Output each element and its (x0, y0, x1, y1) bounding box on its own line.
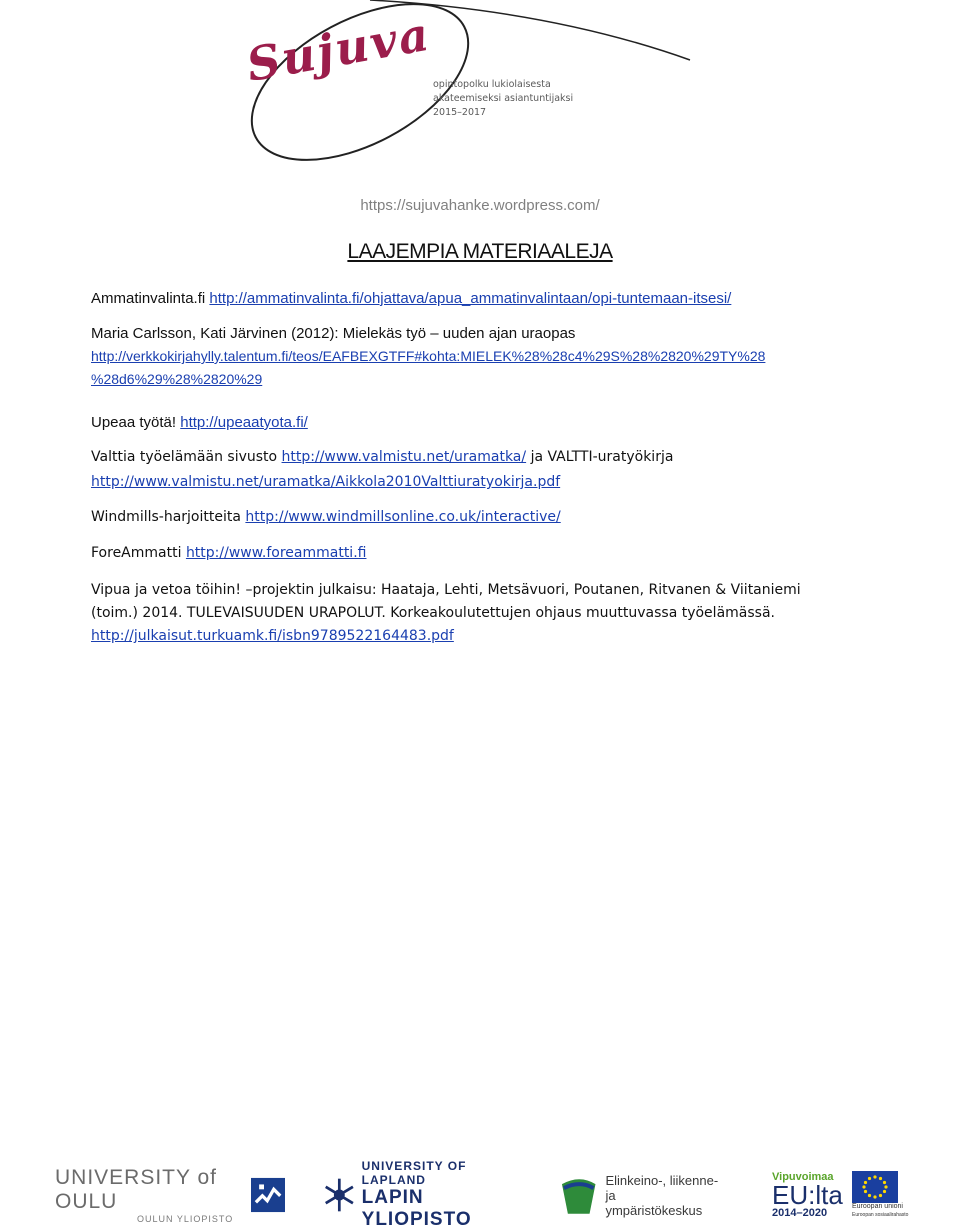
lapland-logo (323, 1159, 523, 1230)
carlsson-link-line-2[interactable]: %28d6%29%28%2820%29 (91, 371, 263, 387)
lapland-name: UNIVERSITY OF LAPLAND (361, 1159, 467, 1187)
eu-flag-logo (852, 1170, 912, 1220)
entry-carlsson-link (91, 348, 765, 364)
page-title: LAAJEMPIA MATERIAALEJA (347, 240, 613, 263)
carlsson-link-line-1[interactable]: http://verkkokirjahylly.talentum.fi/teos/EAFBEXGTFF#kohta:MIELEK%28%28c4%29S%28%2820%29TY%28 (91, 348, 766, 364)
entry-vipua-line-1: Vipua ja vetoa töihin! –projektin julkaisu: Haataja, Lehti, Metsävuori, Poutanen, Ritvanen & Viitaniemi (91, 582, 801, 598)
entry-upeaa (91, 414, 308, 431)
lapland-snowflake-icon (323, 1175, 356, 1215)
oulu-sub: OULUN YLIOPISTO (137, 1214, 234, 1224)
ely-logo (560, 1170, 730, 1220)
valmistu-uramatka-link[interactable]: http://www.valmistu.net/uramatka/ (281, 449, 527, 465)
entry-ammatinvalinta (91, 290, 731, 307)
eu-union-label: Euroopan unioni (852, 1203, 903, 1210)
ely-emblem-icon (560, 1174, 597, 1216)
entry-foreammatti (91, 545, 366, 561)
sujuva-logo (220, 0, 700, 170)
entry-middle-text: ja VALTTI-uratyökirja (530, 449, 674, 465)
entry-vipua-link-row (91, 628, 454, 644)
ely-line-1: Elinkeino-, liikenne- ja (605, 1172, 719, 1203)
vipuvoimaa-logo (772, 1170, 852, 1220)
entry-valttia (91, 449, 673, 465)
oulu-name: UNIVERSITY of OULU (55, 1166, 217, 1213)
oulu-logo (55, 1166, 285, 1224)
ely-line-2: ympäristökeskus (605, 1202, 703, 1218)
tagline-line-3: 2015–2017 (433, 107, 487, 118)
footer-logos (0, 1159, 960, 1230)
entry-label: Valttia työelämään sivusto (91, 449, 278, 465)
logo-wordmark: Sujuva (242, 6, 435, 93)
logo-tagline (433, 78, 573, 120)
ammatinvalinta-link[interactable]: http://ammatinvalinta.fi/ohjattava/apua_ammatinvalintaan/opi-tuntemaan-itsesi/ (209, 290, 732, 307)
julkaisut-link[interactable]: http://julkaisut.turkuamk.fi/isbn9789522164483.pdf (91, 628, 454, 644)
entry-label: ForeAmmatti (91, 545, 182, 561)
entry-vipua-line-2: (toim.) 2014. TULEVAISUUDEN URAPOLUT. Korkeakoulutettujen ohjaus muuttuvassa työelämässä. (91, 605, 775, 621)
eu-fund-label: Euroopan sosiaalirahasto (852, 1212, 909, 1218)
eu-flag-icon (852, 1171, 898, 1203)
eu-years: 2014–2020 (772, 1207, 828, 1219)
upeaa-link[interactable]: http://upeaatyota.fi/ (180, 414, 308, 431)
entry-windmills (91, 509, 561, 525)
entry-label: Windmills-harjoitteita (91, 509, 241, 525)
lapland-sub: LAPIN YLIOPISTO (361, 1187, 472, 1230)
vipuvoimaa-label: Vipuvoimaa (772, 1171, 834, 1183)
valtti-uratyokirja-link[interactable]: http://www.valmistu.net/uramatka/Aikkola2010Valttiuratyokirja.pdf (91, 474, 561, 490)
eu-lta-label: EU:lta (772, 1180, 843, 1210)
tagline-line-1: opintopolku lukiolaisesta (433, 79, 551, 90)
entry-carlsson-link-cont (91, 371, 262, 387)
tagline-line-2: akateemiseksi asiantuntijaksi (433, 93, 574, 104)
site-url[interactable]: https://sujuvahanke.wordpress.com/ (360, 197, 600, 214)
windmills-link[interactable]: http://www.windmillsonline.co.uk/interactive/ (245, 509, 561, 525)
entry-carlsson-title: Maria Carlsson, Kati Järvinen (2012): Mielekäs työ – uuden ajan uraopas (91, 325, 576, 342)
entry-label: Upeaa työtä! (91, 414, 177, 431)
foreammatti-link[interactable]: http://www.foreammatti.fi (185, 545, 367, 561)
entry-valttia-link-row (91, 474, 560, 490)
entry-label: Ammatinvalinta.fi (91, 290, 206, 307)
oulu-emblem-icon (251, 1174, 285, 1216)
